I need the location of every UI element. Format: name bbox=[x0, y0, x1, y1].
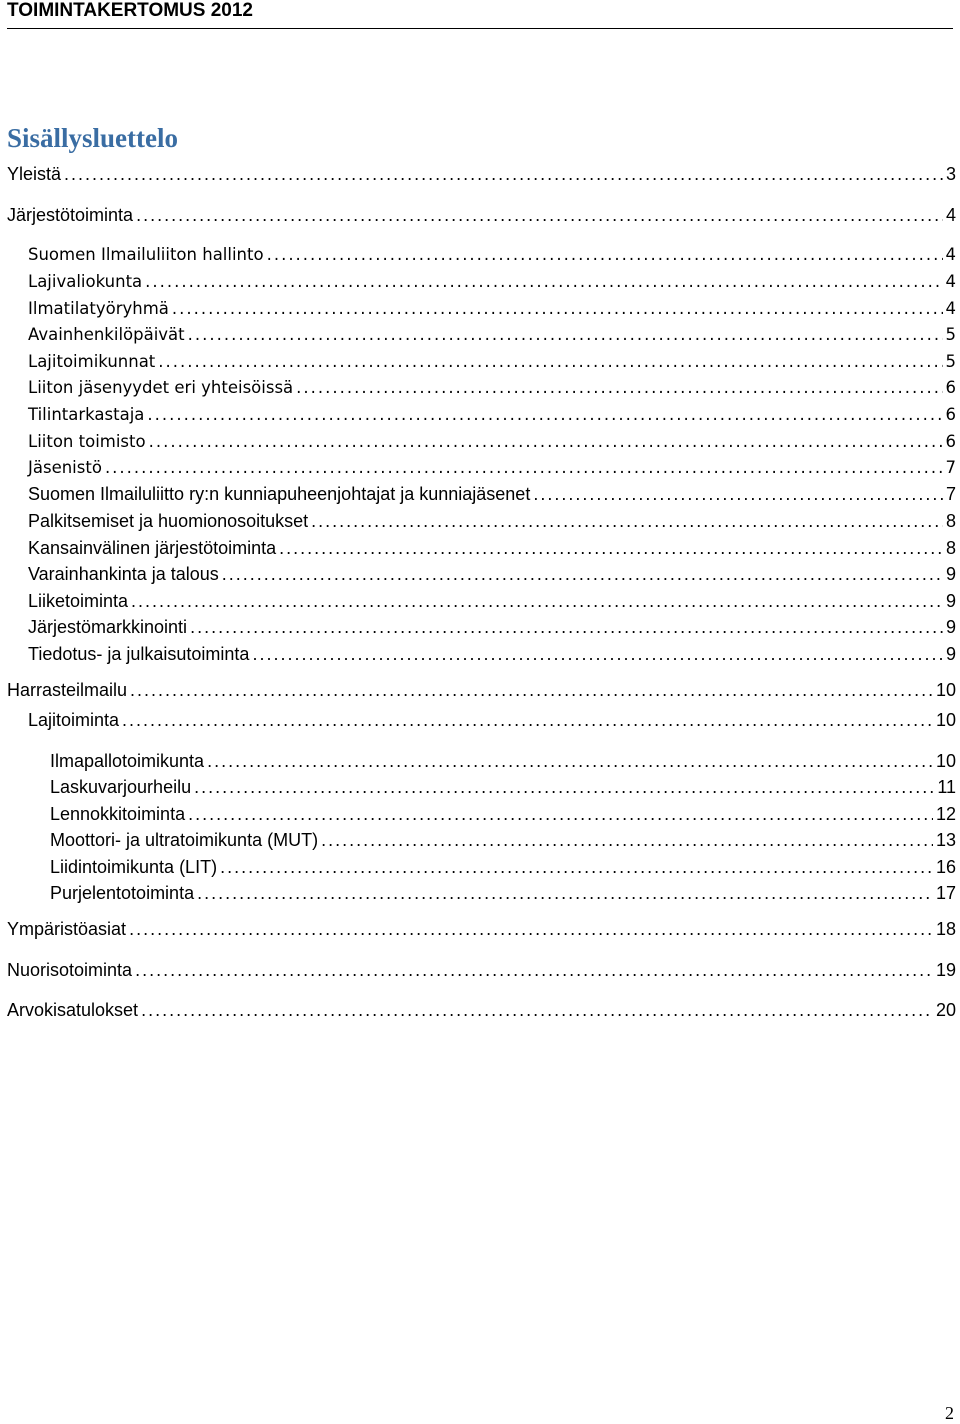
toc-leader-dots bbox=[252, 642, 943, 666]
toc-entry-page: 18 bbox=[935, 919, 956, 939]
toc-entry-tilintarkastaja[interactable] bbox=[28, 403, 956, 427]
toc-entry-liiketoiminta[interactable] bbox=[28, 589, 956, 613]
toc-entry-jasenyydet[interactable] bbox=[28, 376, 956, 400]
toc-entry-page: 9 bbox=[945, 644, 956, 664]
toc-entry-label: Lajivaliokunta bbox=[28, 272, 143, 291]
toc-entry-jasenisto[interactable] bbox=[28, 456, 956, 480]
toc-leader-dots bbox=[188, 323, 943, 347]
toc-entry-kansainvalinen[interactable] bbox=[28, 536, 956, 560]
toc-leader-dots bbox=[222, 562, 943, 586]
toc-entry-page: 13 bbox=[935, 830, 956, 850]
toc-leader-dots bbox=[149, 430, 943, 454]
toc-leader-dots bbox=[194, 775, 934, 799]
toc-entry-page: 5 bbox=[945, 352, 956, 371]
toc-entry-yleista[interactable] bbox=[7, 162, 956, 186]
toc-entry-palkitsemiset[interactable] bbox=[28, 509, 956, 533]
toc-entry-kunniajasenet[interactable] bbox=[28, 482, 956, 506]
toc-leader-dots bbox=[296, 376, 942, 400]
toc-leader-dots bbox=[141, 998, 933, 1022]
toc-entry-label: Liidintoimikunta (LIT) bbox=[50, 857, 218, 877]
toc-entry-nuorisotoiminta[interactable] bbox=[7, 958, 956, 982]
toc-leader-dots bbox=[220, 855, 933, 879]
toc-leader-dots bbox=[188, 802, 933, 826]
toc-leader-dots bbox=[321, 828, 933, 852]
toc-entry-liiton-toimisto[interactable] bbox=[28, 430, 956, 454]
toc-leader-dots bbox=[197, 881, 933, 905]
toc-leader-dots bbox=[135, 958, 933, 982]
toc-entry-ilmapallotoimikunta[interactable] bbox=[50, 749, 956, 773]
toc-entry-label: Liiketoiminta bbox=[28, 591, 129, 611]
toc-entry-page: 12 bbox=[935, 804, 956, 824]
toc-entry-page: 4 bbox=[945, 272, 956, 291]
toc-entry-arvokisatulokset[interactable] bbox=[7, 998, 956, 1022]
toc-entry-page: 20 bbox=[935, 1000, 956, 1020]
toc-leader-dots bbox=[267, 243, 943, 267]
toc-entry-label: Ilmatilatyöryhmä bbox=[28, 299, 169, 318]
toc-entry-label: Yleistä bbox=[7, 164, 62, 184]
toc-heading: Sisällysluettelo bbox=[7, 123, 179, 153]
toc-entry-label: Tilintarkastaja bbox=[28, 405, 145, 424]
toc-entry-page: 4 bbox=[945, 299, 956, 318]
toc-entry-label: Jäsenistö bbox=[28, 458, 102, 477]
toc-entry-label: Moottori- ja ultratoimikunta (MUT) bbox=[50, 830, 319, 850]
toc-entry-varainhankinta[interactable] bbox=[28, 562, 956, 586]
toc-leader-dots bbox=[129, 917, 933, 941]
toc-leader-dots bbox=[190, 615, 943, 639]
toc-entry-label: Ilmapallotoimikunta bbox=[50, 751, 205, 771]
toc-entry-purjelentotoiminta[interactable] bbox=[50, 881, 956, 905]
toc-entry-label: Nuorisotoiminta bbox=[7, 960, 133, 980]
toc-entry-lajitoimikunnat[interactable] bbox=[28, 350, 956, 374]
toc-entry-page: 19 bbox=[935, 960, 956, 980]
toc-leader-dots bbox=[122, 708, 933, 732]
toc-entry-harrasteilmailu[interactable] bbox=[7, 678, 956, 702]
toc-entry-label: Harrasteilmailu bbox=[7, 680, 128, 700]
toc-entry-laskuvarjourheilu[interactable] bbox=[50, 775, 956, 799]
toc-entry-lit[interactable] bbox=[50, 855, 956, 879]
toc-entry-page: 7 bbox=[945, 484, 956, 504]
toc-entry-label: Kansainvälinen järjestötoiminta bbox=[28, 538, 277, 558]
toc-entry-label: Lajitoimikunnat bbox=[28, 352, 156, 371]
toc-entry-page: 6 bbox=[945, 432, 956, 451]
toc-entry-page: 6 bbox=[945, 378, 956, 397]
toc-entry-jarjestomarkkinointi[interactable] bbox=[28, 615, 956, 639]
toc-entry-label: Suomen Ilmailuliitto ry:n kunniapuheenjohtajat ja kunniajäsenet bbox=[28, 484, 531, 504]
toc-leader-dots bbox=[145, 270, 942, 294]
toc-entry-lajitoiminta[interactable] bbox=[28, 708, 956, 732]
toc-leader-dots bbox=[207, 749, 933, 773]
toc-leader-dots bbox=[105, 456, 943, 480]
toc-entry-page: 10 bbox=[935, 680, 956, 700]
toc-entry-page: 7 bbox=[945, 458, 956, 477]
toc-entry-label: Arvokisatulokset bbox=[7, 1000, 139, 1020]
toc-leader-dots bbox=[136, 203, 943, 227]
toc-entry-ymparistoasiat[interactable] bbox=[7, 917, 956, 941]
toc-entry-page: 9 bbox=[945, 591, 956, 611]
toc-leader-dots bbox=[130, 678, 933, 702]
toc-leader-dots bbox=[147, 403, 942, 427]
toc-entry-label: Järjestömarkkinointi bbox=[28, 617, 188, 637]
toc-entry-label: Liiton toimisto bbox=[28, 432, 146, 451]
toc-entry-label: Ympäristöasiat bbox=[7, 919, 127, 939]
toc-leader-dots bbox=[279, 536, 943, 560]
toc-entry-page: 10 bbox=[935, 751, 956, 771]
toc-leader-dots bbox=[311, 509, 943, 533]
toc-entry-page: 4 bbox=[945, 245, 956, 264]
toc-entry-page: 9 bbox=[945, 564, 956, 584]
toc-leader-dots bbox=[172, 297, 943, 321]
toc-entry-page: 5 bbox=[945, 325, 956, 344]
toc-entry-hallinto[interactable] bbox=[28, 243, 956, 267]
toc-entry-ilmatilatyoryhma[interactable] bbox=[28, 297, 956, 321]
toc-entry-page: 8 bbox=[945, 511, 956, 531]
toc-entry-avainhenkilopaivat[interactable] bbox=[28, 323, 956, 347]
toc-entry-page: 4 bbox=[945, 205, 956, 225]
page-number: 2 bbox=[945, 1403, 954, 1423]
toc-entry-page: 6 bbox=[945, 405, 956, 424]
toc-leader-dots bbox=[131, 589, 943, 613]
toc-entry-label: Purjelentotoiminta bbox=[50, 883, 195, 903]
toc-entry-mut[interactable] bbox=[50, 828, 956, 852]
toc-entry-label: Avainhenkilöpäivät bbox=[28, 325, 185, 344]
toc-entry-label: Laskuvarjourheilu bbox=[50, 777, 192, 797]
toc-leader-dots bbox=[64, 162, 943, 186]
toc-entry-label: Palkitsemiset ja huomionosoitukset bbox=[28, 511, 309, 531]
toc-leader-dots bbox=[158, 350, 942, 374]
running-header bbox=[7, 0, 953, 29]
toc-entry-page: 8 bbox=[945, 538, 956, 558]
toc-entry-page: 9 bbox=[945, 617, 956, 637]
toc-entry-label: Suomen Ilmailuliiton hallinto bbox=[28, 245, 264, 264]
toc-entry-lennokkitoiminta[interactable] bbox=[50, 802, 956, 826]
toc-entry-page: 11 bbox=[937, 777, 956, 797]
toc-entry-label: Tiedotus- ja julkaisutoiminta bbox=[28, 644, 250, 664]
toc-entry-label: Lajitoiminta bbox=[28, 710, 120, 730]
toc-entry-page: 3 bbox=[945, 164, 956, 184]
toc-entry-jarjestotoiminta[interactable] bbox=[7, 203, 956, 227]
toc-entry-label: Liiton jäsenyydet eri yhteisöissä bbox=[28, 378, 294, 397]
toc-entry-page: 10 bbox=[935, 710, 956, 730]
toc-entry-label: Järjestötoiminta bbox=[7, 205, 134, 225]
toc-entry-page: 16 bbox=[935, 857, 956, 877]
toc-entry-label: Varainhankinta ja talous bbox=[28, 564, 219, 584]
toc-entry-page: 17 bbox=[935, 883, 956, 903]
toc-entry-tiedotus[interactable] bbox=[28, 642, 956, 666]
toc-leader-dots bbox=[533, 482, 943, 506]
document-title: TOIMINTAKERTOMUS 2012 bbox=[7, 0, 253, 21]
toc-entry-lajivaliokunta[interactable] bbox=[28, 270, 956, 294]
toc-entry-label: Lennokkitoiminta bbox=[50, 804, 186, 824]
